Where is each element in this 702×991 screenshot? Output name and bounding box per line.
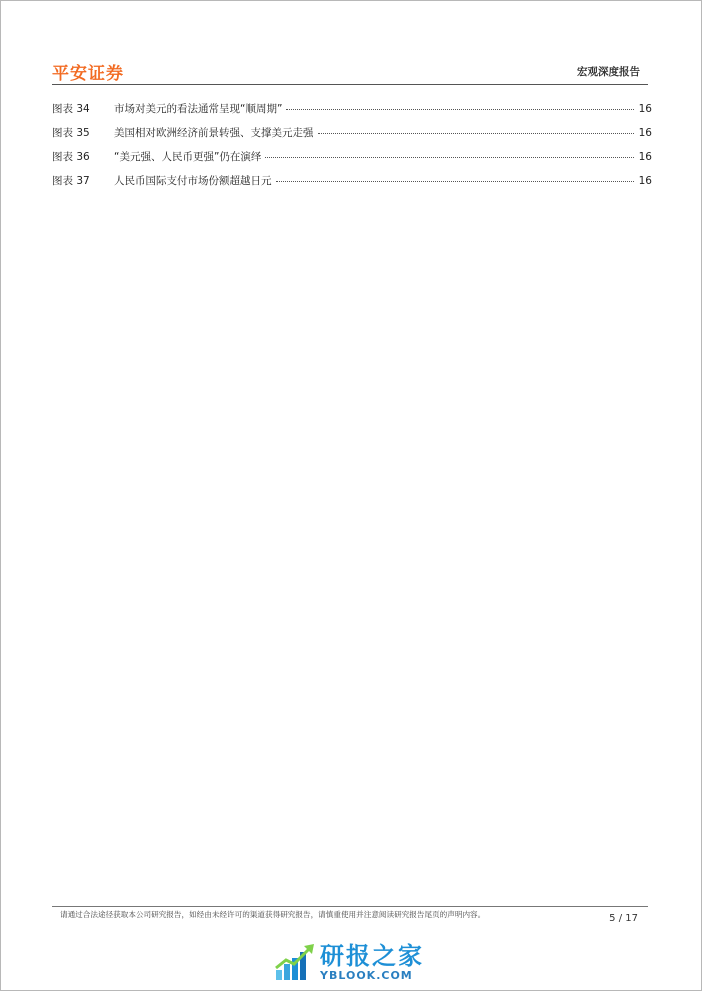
toc-figure-title[interactable]: 美国相对欧洲经济前景转强、支撑美元走强 (114, 127, 314, 139)
toc-figure-title[interactable]: 人民币国际支付市场份额超越日元 (114, 175, 272, 187)
brand-logo: 平安证券 (52, 64, 124, 84)
toc-entry[interactable] (52, 101, 652, 125)
toc-leader-dots (276, 181, 635, 182)
toc-figure-label: 图表 34 (52, 103, 90, 115)
toc-leader-dots (286, 109, 634, 110)
footer-disclaimer: 请通过合法途径获取本公司研究报告，如经由未经许可的渠道获得研究报告，请慎重使用并注意阅读研究报告尾页的声明内容。 (60, 910, 486, 919)
table-of-figures (52, 101, 652, 197)
toc-entry[interactable] (52, 125, 652, 149)
toc-leader-dots (318, 133, 635, 134)
header-divider (52, 84, 648, 85)
toc-figure-label: 图表 36 (52, 151, 90, 163)
toc-entry[interactable] (52, 149, 652, 173)
toc-entry[interactable] (52, 173, 652, 197)
toc-figure-title[interactable]: “美元强、人民币更强”仍在演绎 (114, 151, 262, 163)
toc-page-number: 16 (638, 151, 652, 163)
bar-chart-icon (274, 942, 316, 982)
page-number: 5 / 17 (609, 913, 638, 924)
footer-divider (52, 906, 648, 907)
toc-page-number: 16 (638, 103, 652, 115)
watermark-name-en: YBLOOK.COM (320, 968, 413, 982)
toc-figure-title[interactable]: 市场对美元的看法通常呈现“顺周期” (114, 103, 283, 115)
report-type: 宏观深度报告 (577, 66, 640, 78)
toc-figure-label: 图表 35 (52, 127, 90, 139)
toc-figure-label: 图表 37 (52, 175, 90, 187)
toc-page-number: 16 (638, 175, 652, 187)
watermark (274, 942, 424, 982)
toc-leader-dots (265, 157, 634, 158)
toc-page-number: 16 (638, 127, 652, 139)
watermark-name-cn: 研报之家 (320, 941, 424, 970)
